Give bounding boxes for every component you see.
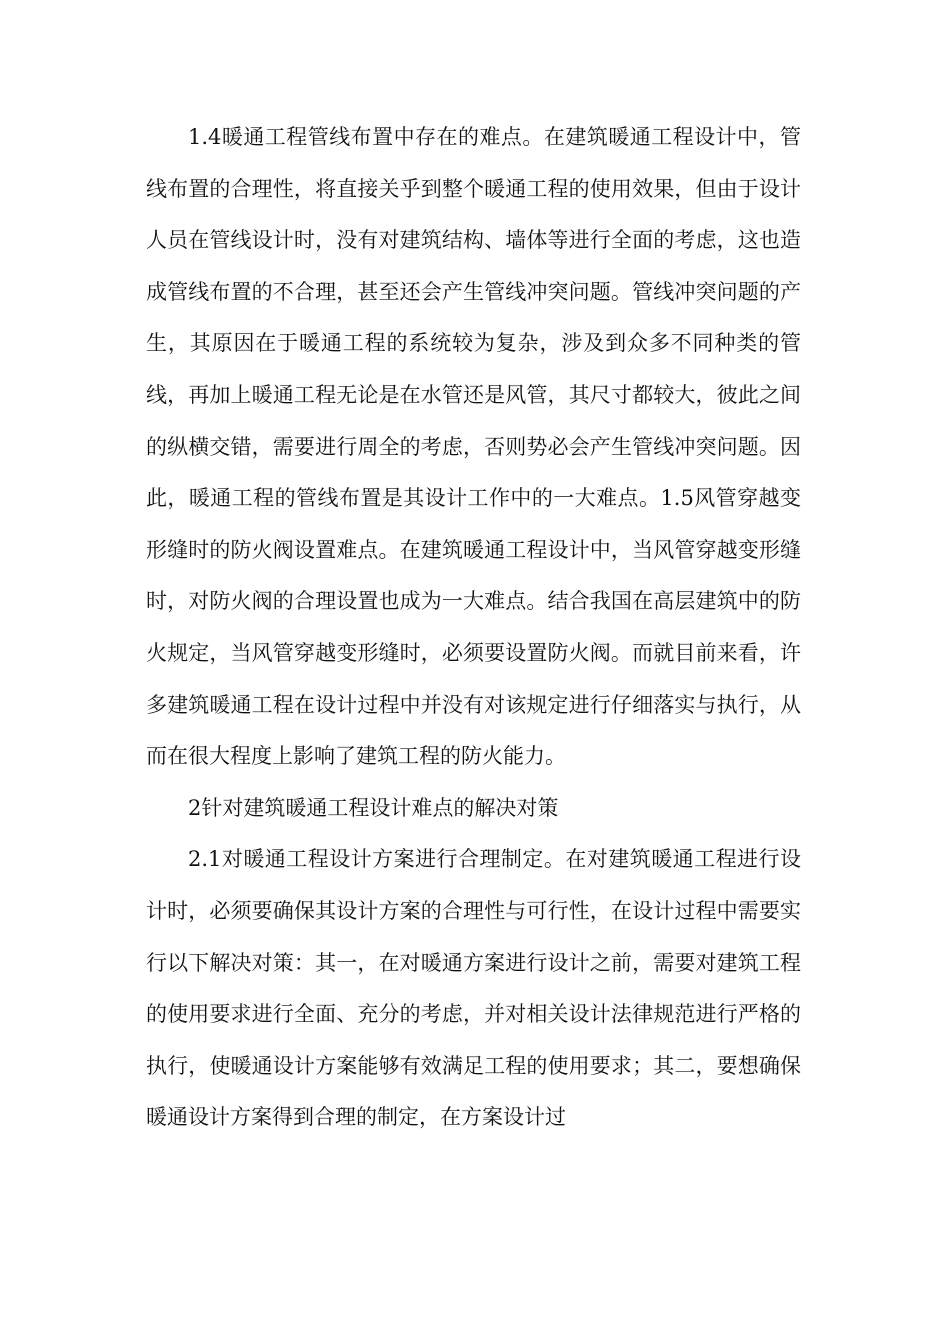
section-heading-2: 2针对建筑暖通工程设计难点的解决对策 — [188, 795, 559, 820]
paragraph-1-4: 1.4暖通工程管线布置中存在的难点。在建筑暖通工程设计中，管线布置的合理性，将直接关乎到整个暖通工程的使用效果，但由于设计人员在管线设计时，没有对建筑结构、墙体等进行全面的考虑，这也造成管线布置的不合理，甚至还会产生管线冲突问题。管线冲突问题的产生，其原因在于暖通工程的系统较为复杂，涉及到众多不同种类的管线，再加上暖通工程无论是在水管还是风管，其尺寸都较大，彼此之间的纵横交错，需要进行周全的考虑，否则势必会产生管线冲突问题。因此，暖通工程的管线布置是其设计工作中的一大难点。1.5风管穿越变形缝时的防火阀设置难点。在建筑暖通工程设计中，当风管穿越变形缝时，对防火阀的合理设置也成为一大难点。结合我国在高层建筑中的防火规定，当风管穿越变形缝时，必须要设置防火阀。而就目前来看，许多建筑暖通工程在设计过程中并没有对该规定进行仔细落实与执行，从而在很大程度上影响了建筑工程的防火能力。 — [146, 125, 801, 769]
paragraph-2-1: 2.1对暖通工程设计方案进行合理制定。在对建筑暖通工程进行设计时，必须要确保其设计方案的合理性与可行性，在设计过程中需要实行以下解决对策：其一，在对暖通方案进行设计之前，需要对建筑工程的使用要求进行全面、充分的考虑，并对相关设计法律规范进行严格的执行，使暖通设计方案能够有效满足工程的使用要求；其二，要想确保暖通设计方案得到合理的制定，在方案设计过 — [146, 847, 801, 1130]
document-body — [146, 112, 801, 1144]
